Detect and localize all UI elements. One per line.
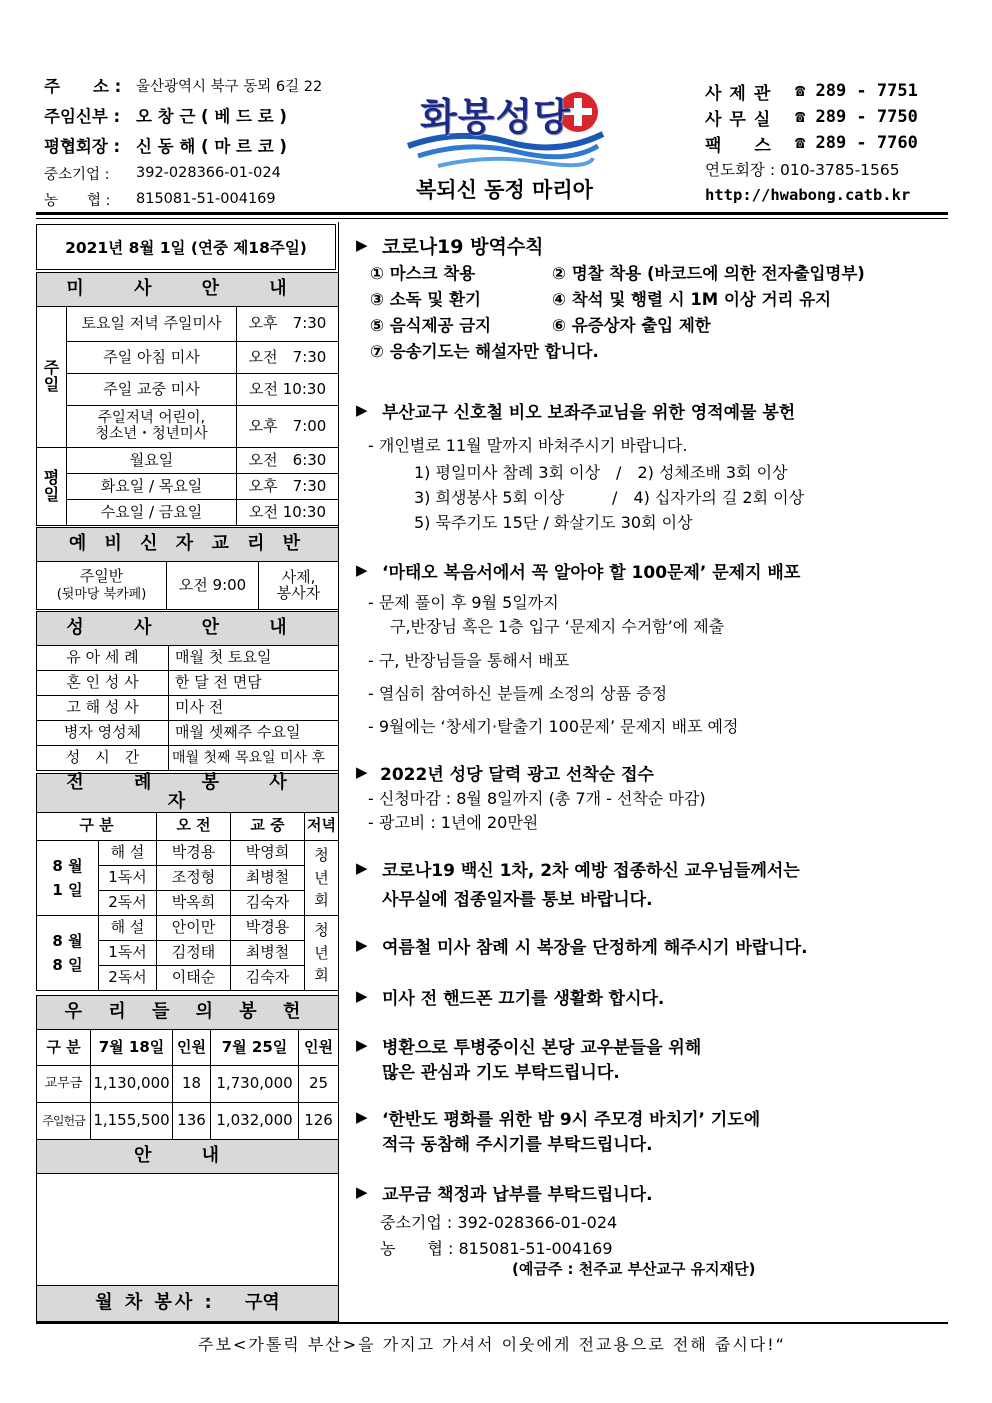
triangle-bullet-icon: ▶	[356, 236, 368, 254]
servers-date: 8 월 8 일	[37, 915, 99, 990]
covid-rule: ② 명찰 착용 (바코드에 의한 전자출입명부)	[552, 264, 865, 283]
council-name: 신 동 해 ( 마 르 코 )	[136, 137, 287, 156]
office2-tel: ☎ 289 - 7750	[795, 107, 918, 127]
bishop-line: - 개인별로 11월 말까지 바쳐주시기 바랍니다.	[368, 436, 688, 455]
council-label: 평협회장 :	[44, 137, 121, 156]
address-row	[44, 70, 344, 100]
offering-name: 주일헌금	[37, 1103, 91, 1140]
catechumen-name: 주일반	[79, 567, 124, 586]
pastor-row	[44, 100, 344, 130]
server-role: 2독서	[99, 890, 157, 915]
sunday-label: 주일	[37, 307, 67, 448]
pastor-name: 오 창 근 ( 베 드 로 )	[136, 107, 287, 126]
triangle-bullet-icon: ▶	[356, 859, 368, 877]
triangle-bullet-icon: ▶	[356, 401, 368, 419]
server-am: 박경용	[157, 840, 231, 865]
offering-col-header: 7월 25일	[211, 1030, 299, 1066]
sick-line: 병환으로 투병중이신 본당 교우분들을 위해	[382, 1038, 702, 1058]
bishop-title: 부산교구 신호철 비오 보좌주교님을 위한 영적예물 봉헌	[382, 403, 796, 423]
server-role: 1독서	[99, 940, 157, 965]
catechumen-teacher: 사제, 봉사자	[259, 562, 339, 610]
monthly-service	[37, 1286, 339, 1322]
bishop-line: 1) 평일미사 참례 3회 이상 / 2) 성체조배 3회 이상	[414, 463, 788, 482]
monthly-label: 월 차 봉사 :	[95, 1292, 215, 1314]
server-main: 최병철	[231, 865, 305, 890]
triangle-bullet-icon: ▶	[356, 561, 368, 579]
covid-rule: ⑦ 응송기도는 해설자만 합니다.	[370, 342, 599, 361]
catechumen-time: 오전 9:00	[167, 562, 259, 610]
sacrament-detail: 매월 셋째주 수요일	[169, 721, 339, 746]
servers-col-header: 교 중	[231, 812, 305, 840]
vaccine-line: 코로나19 백신 1차, 2차 예방 접종하신 교우님들께서는	[382, 861, 800, 881]
sick-line: 많은 관심과 기도 부탁드립니다.	[382, 1063, 620, 1083]
catechumen-table	[36, 527, 339, 610]
server-role: 해 설	[99, 915, 157, 940]
server-am: 조정형	[157, 865, 231, 890]
triangle-bullet-icon: ▶	[356, 1183, 368, 1201]
address: 울산광역시 북구 동뫼 6길 22	[136, 78, 323, 95]
sacrament-detail: 매월 첫째 목요일 미사 후	[169, 746, 339, 771]
covid-rule: ① 마스크 착용	[370, 264, 476, 283]
calendar-line: - 신청마감 : 8월 8일까지 (총 7개 - 선착순 마감)	[368, 789, 706, 808]
sacrament-detail: 매월 첫 토요일	[169, 646, 339, 671]
mass-name: 토요일 저녁 주일미사	[67, 307, 237, 342]
monthly-value: 구역	[245, 1292, 280, 1314]
server-am: 안이만	[157, 915, 231, 940]
offering-count: 18	[173, 1066, 211, 1103]
servers-date: 8 월 1 일	[37, 840, 99, 915]
offering-value: 1,032,000	[211, 1103, 299, 1140]
offering-name: 교무금	[37, 1066, 91, 1103]
sacraments-heading: 성 사 안 내	[37, 612, 339, 646]
header-rule	[36, 212, 948, 215]
offering-col-header: 인원	[299, 1030, 339, 1066]
vaccine-line: 사무실에 접종일자를 통보 바랍니다.	[382, 890, 653, 910]
header-info	[44, 70, 344, 212]
server-evening: 청 년 회	[305, 840, 339, 915]
pastor-label: 주임신부 :	[44, 107, 121, 126]
covid-title: 코로나19 방역수칙	[382, 236, 544, 258]
office3-tel: ☎ 289 - 7760	[795, 133, 918, 153]
mass-name: 주일저녁 어린이, 청소년・청년미사	[67, 406, 237, 448]
offering-col-header: 인원	[173, 1030, 211, 1066]
tithe-title: 교무금 책정과 납부를 부탁드립니다.	[382, 1185, 653, 1205]
server-role: 1독서	[99, 865, 157, 890]
servers-col-header: 구 분	[37, 812, 157, 840]
mass-schedule-table	[36, 272, 339, 526]
mass-time: 오후 7:30	[237, 474, 339, 500]
server-role: 2독서	[99, 965, 157, 990]
bishop-line: 3) 희생봉사 5회 이상 / 4) 십자가의 길 2회 이상	[414, 488, 805, 507]
footer-rule	[36, 1322, 948, 1324]
bank1-label: 중소기업 :	[44, 166, 110, 183]
church-logo	[398, 84, 608, 174]
catechumen-place: (뒷마당 북카페)	[56, 587, 147, 603]
bank2-label: 농 협 :	[44, 192, 111, 209]
covid-rule: ⑤ 음식제공 금지	[370, 316, 492, 335]
catechumen-heading: 예 비 신 자 교 리 반	[37, 528, 339, 562]
mass-name: 주일 아침 미사	[67, 342, 237, 374]
servers-heading: 전 례 봉 사 자	[37, 774, 339, 813]
offering-count: 126	[299, 1103, 339, 1140]
sacrament-name: 병자 영성체	[37, 721, 169, 746]
covid-rule: ④ 착석 및 행렬 시 1M 이상 거리 유지	[552, 290, 832, 309]
church-name: 화봉성당	[420, 94, 571, 139]
server-am: 김정태	[157, 940, 231, 965]
office2-label: 사무실	[705, 109, 779, 130]
server-main: 김숙자	[231, 965, 305, 990]
phone-notice: 미사 전 핸드폰 끄기를 생활화 합시다.	[382, 989, 665, 1009]
bishop-line: 5) 묵주기도 15단 / 화살기도 30회 이상	[414, 513, 693, 532]
triangle-bullet-icon: ▶	[356, 936, 368, 954]
server-main: 김숙자	[231, 890, 305, 915]
server-am: 이태순	[157, 965, 231, 990]
mass-time: 오후 7:30	[237, 307, 339, 342]
notice-body	[37, 1174, 339, 1286]
quiz-line: 구,반장님 혹은 1층 입구 ‘문제지 수거함’에 제출	[390, 617, 725, 636]
bank2-row	[44, 186, 344, 212]
covid-rule: ⑥ 유증상자 출입 제한	[552, 316, 711, 335]
bank2-number: 815081-51-004169	[136, 191, 276, 207]
office2-row	[705, 104, 955, 130]
office1-label: 사제관	[705, 83, 779, 104]
offering-heading: 우 리 들 의 봉 헌	[37, 996, 339, 1030]
church-patron: 복되신 동정 마리아	[416, 178, 593, 202]
mass-time: 오전 10:30	[237, 374, 339, 406]
quiz-line: - 열심히 참여하신 분들께 소정의 상품 증정	[368, 684, 668, 703]
mass-time: 오전 7:30	[237, 342, 339, 374]
quiz-line: - 9월에는 ‘창세기·탈출기 100문제’ 문제지 배포 예정	[368, 717, 739, 736]
offering-col-header: 구 분	[37, 1030, 91, 1066]
quiz-title: ‘마태오 복음서에서 꼭 알아야 할 100문제’ 문제지 배포	[382, 563, 801, 583]
council-row	[44, 130, 344, 160]
sacrament-name: 고 해 성 사	[37, 696, 169, 721]
office1-row	[705, 78, 955, 104]
notice-heading: 안 내	[37, 1140, 339, 1174]
tithe-owner: (예금주 : 천주교 부산교구 유지재단)	[512, 1260, 756, 1278]
sacrament-detail: 미사 전	[169, 696, 339, 721]
servers-table	[36, 773, 339, 991]
sacrament-name: 유 아 세 례	[37, 646, 169, 671]
mass-name: 화요일 / 목요일	[67, 474, 237, 500]
office3-label: 팩 스	[705, 135, 779, 156]
mass-time: 오후 7:00	[237, 406, 339, 448]
server-main: 박영희	[231, 840, 305, 865]
triangle-bullet-icon: ▶	[356, 987, 368, 1005]
mass-name: 월요일	[67, 448, 237, 474]
calendar-line: - 광고비 : 1년에 20만원	[368, 813, 539, 832]
server-evening: 청 년 회	[305, 915, 339, 990]
bulletin-date: 2021년 8월 1일 (연중 제18주일)	[36, 224, 336, 270]
sacraments-table	[36, 611, 339, 771]
calendar-title: 2022년 성당 달력 광고 선착순 접수	[380, 765, 654, 785]
catechumen-class	[37, 562, 167, 610]
regent-phone: 연도회장 : 010-3785-1565	[705, 161, 900, 179]
offering-col-header: 7월 18일	[91, 1030, 173, 1066]
quiz-line: - 구, 반장님들을 통해서 배포	[368, 651, 570, 670]
bank1-number: 392-028366-01-024	[136, 165, 281, 181]
office1-tel: ☎ 289 - 7751	[795, 81, 918, 101]
footer-text: 주보<가톨릭 부산>을 가지고 가셔서 이웃에게 전교용으로 전해 줍시다!“	[198, 1335, 786, 1354]
server-am: 박옥희	[157, 890, 231, 915]
server-main: 박경용	[231, 915, 305, 940]
server-role: 해 설	[99, 840, 157, 865]
mass-time: 오전 6:30	[237, 448, 339, 474]
servers-col-header: 저녁	[305, 812, 339, 840]
triangle-bullet-icon: ▶	[356, 763, 368, 781]
address-label: 주 소 :	[44, 77, 122, 96]
peace-line: ‘한반도 평화를 위한 밤 9시 주모경 바치기’ 기도에	[382, 1110, 761, 1130]
servers-col-header: 오 전	[157, 812, 231, 840]
offering-value: 1,130,000	[91, 1066, 173, 1103]
weekday-label: 평일	[37, 448, 67, 526]
mass-name: 수요일 / 금요일	[67, 500, 237, 526]
tithe-bank2: 농 협 : 815081-51-004169	[380, 1239, 613, 1258]
sacrament-detail: 한 달 전 면담	[169, 671, 339, 696]
header-rule-thin	[36, 218, 948, 219]
mass-name: 주일 교중 미사	[67, 374, 237, 406]
triangle-bullet-icon: ▶	[356, 1108, 368, 1126]
website-link[interactable]: http://hwabong.catb.kr	[705, 186, 911, 204]
server-main: 최병철	[231, 940, 305, 965]
peace-line: 적극 동참해 주시기를 부탁드립니다.	[382, 1135, 653, 1155]
sacrament-name: 혼 인 성 사	[37, 671, 169, 696]
mass-time: 오전 10:30	[237, 500, 339, 526]
dress-notice: 여름철 미사 참례 시 복장을 단정하게 해주시기 바랍니다.	[382, 938, 808, 958]
office3-row	[705, 130, 955, 156]
covid-rule: ③ 소독 및 환기	[370, 290, 481, 309]
offering-value: 1,730,000	[211, 1066, 299, 1103]
triangle-bullet-icon: ▶	[356, 1036, 368, 1054]
contact-info	[705, 78, 955, 208]
offering-table	[36, 995, 339, 1322]
bank1-row	[44, 160, 344, 186]
offering-count: 136	[173, 1103, 211, 1140]
mass-heading: 미 사 안 내	[37, 273, 339, 307]
sacrament-name: 성 시 간	[37, 746, 169, 771]
offering-value: 1,155,500	[91, 1103, 173, 1140]
quiz-line: - 문제 풀이 후 9월 5일까지	[368, 593, 559, 612]
offering-count: 25	[299, 1066, 339, 1103]
tithe-bank1: 중소기업 : 392-028366-01-024	[380, 1213, 618, 1232]
